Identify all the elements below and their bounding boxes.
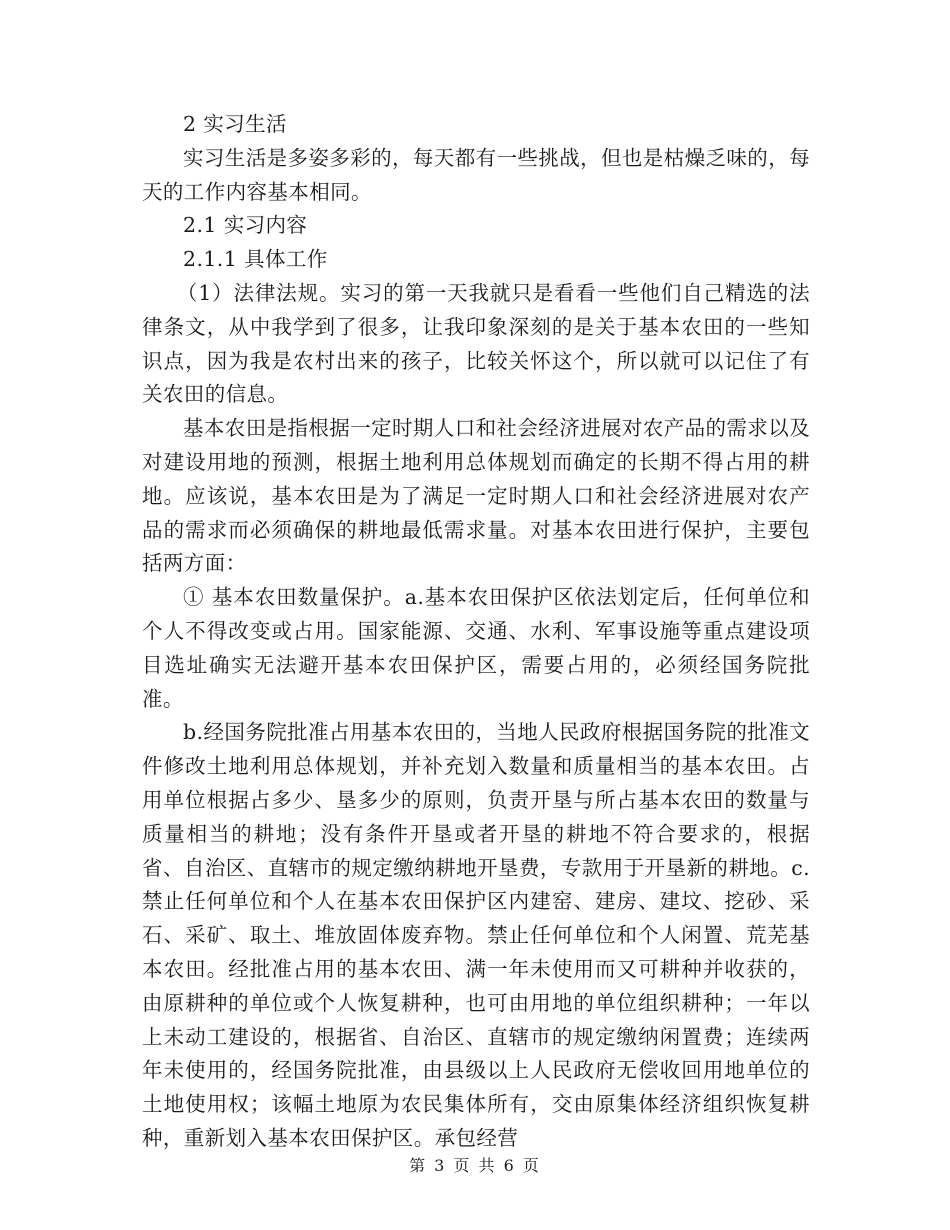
subsection-heading: 2.1 实习内容 — [183, 213, 308, 238]
section-heading: 2 实习生活 — [183, 112, 287, 136]
body-paragraph: （1）法律法规。实习的第一天我就只是看看一些他们自己精选的法律条文，从中我学到了很多，让我印象深刻的是关于基本农田的一些知识点，因为我是农村出来的孩子，比较关怀这个，所以就可以记住了有关农田的信息。 — [142, 280, 810, 407]
body-paragraph: ① 基本农田数量保护。a.基本农田保护区依法划定后，任何单位和个人不得改变或占用。国家能源、交通、水利、军事设施等重点建设项目选址确实无法避开基本农田保护区，需要占用的，必须经国务院批准。 — [142, 585, 810, 711]
body-paragraph: b.经国务院批准占用基本农田的，当地人民政府根据国务院的批准文件修改土地利用总体规划，并补充划入数量和质量相当的基本农田。占用单位根据占多少、垦多少的原则，负责开垦与所占基本农田的数量与质量相当的耕地；没有条件开垦或者开垦的耕地不符合要求的，根据省、自治区、直辖市的规定缴纳耕地开垦费，专款用于开垦新的耕地。c.禁止任何单位和个人在基本农田保护区内建窑、建房、建坟、挖砂、采石、采矿、取土、堆放固体废弃物。禁止任何单位和个人闲置、荒芜基本农田。经批准占用的基本农田、满一年未使用而又可耕种并收获的，由原耕种的单位或个人恢复耕种，也可由用地的单位组织耕种；一年以上未动工建设的，根据省、自治区、直辖市的规定缴纳闲置费；连续两年未使用的，经国务院批准，由县级以上人民政府无偿收回用地单位的土地使用权；该幅土地原为农民集体所有，交由原集体经济组织恢复耕种，重新划入基本农田保护区。承包经营 — [142, 720, 810, 1150]
body-paragraph: 基本农田是指根据一定时期人口和社会经济进展对农产品的需求以及对建设用地的预测，根据土地利用总体规划而确定的长期不得占用的耕地。应该说，基本农田是为了满足一定时期人口和社会经济进展对农产品的需求而必须确保的耕地最低需求量。对基本农田进行保护，主要包括两方面： — [142, 416, 810, 576]
subsubsection-heading: 2.1.1 具体工作 — [183, 247, 328, 272]
body-paragraph: 实习生活是多姿多彩的，每天都有一些挑战，但也是枯燥乏味的，每天的工作内容基本相同。 — [142, 145, 810, 204]
document-body — [142, 108, 810, 1156]
page-number-footer: 第 3 页 共 6 页 — [409, 1156, 541, 1175]
